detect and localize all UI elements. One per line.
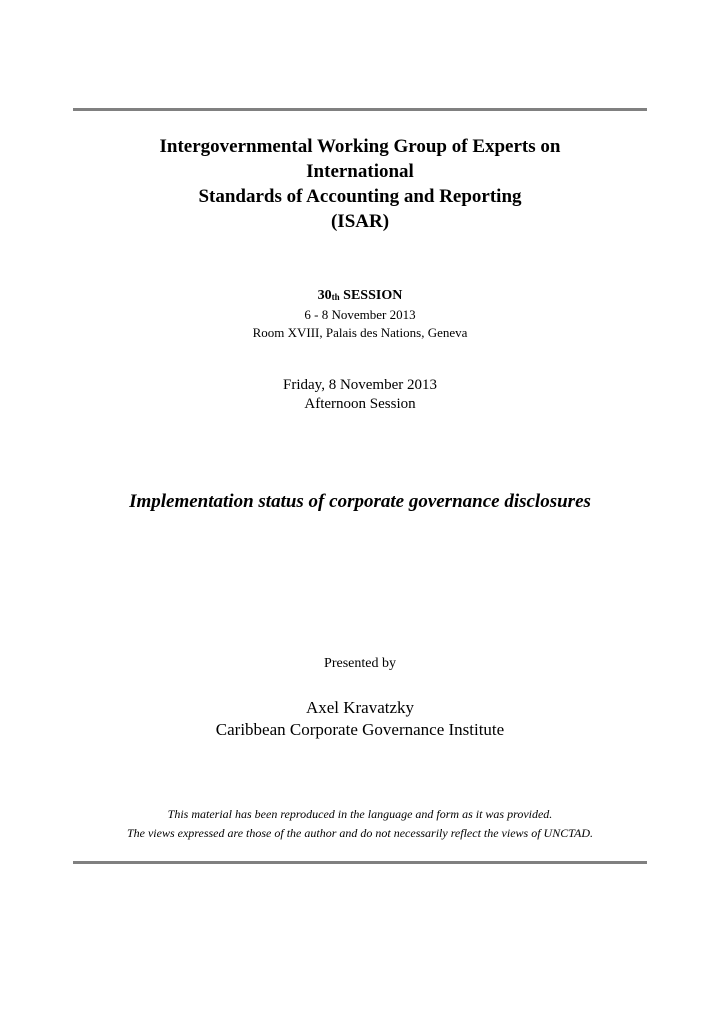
presented-by-label: Presented by	[324, 656, 396, 671]
presenter-name: Axel Kravatzky	[305, 698, 415, 717]
session-ordinal-suffix: th	[331, 292, 340, 302]
disclaimer-line-1: This material has been reproduced in the language and form as it was provided.	[167, 807, 553, 821]
top-divider	[73, 108, 647, 111]
bottom-divider	[73, 861, 647, 864]
session-dates: 6 - 8 November 2013	[304, 307, 416, 322]
disclaimer-line-2: The views expressed are those of the author and do not necessarily reflect the views of UNCTAD.	[126, 826, 594, 840]
meeting-date	[0, 376, 720, 414]
presenter	[0, 697, 720, 741]
title-line-1: Intergovernmental Working Group of Experts on	[159, 136, 561, 157]
session-info	[0, 286, 720, 342]
disclaimer	[0, 805, 720, 843]
title-line-4: (ISAR)	[330, 211, 390, 232]
document-title	[0, 134, 720, 234]
session-number: 30	[317, 288, 332, 303]
session-venue: Room XVIII, Palais des Nations, Geneva	[252, 325, 468, 340]
title-line-3: Standards of Accounting and Reporting	[198, 186, 522, 207]
session-label: SESSION	[343, 288, 403, 303]
presenter-organization: Caribbean Corporate Governance Institute	[215, 720, 505, 739]
meeting-part: Afternoon Session	[304, 396, 416, 412]
title-line-2: International	[306, 161, 414, 182]
presentation-topic: Implementation status of corporate governance disclosures	[129, 491, 591, 512]
meeting-day: Friday, 8 November 2013	[283, 377, 437, 393]
session-heading	[0, 286, 720, 306]
